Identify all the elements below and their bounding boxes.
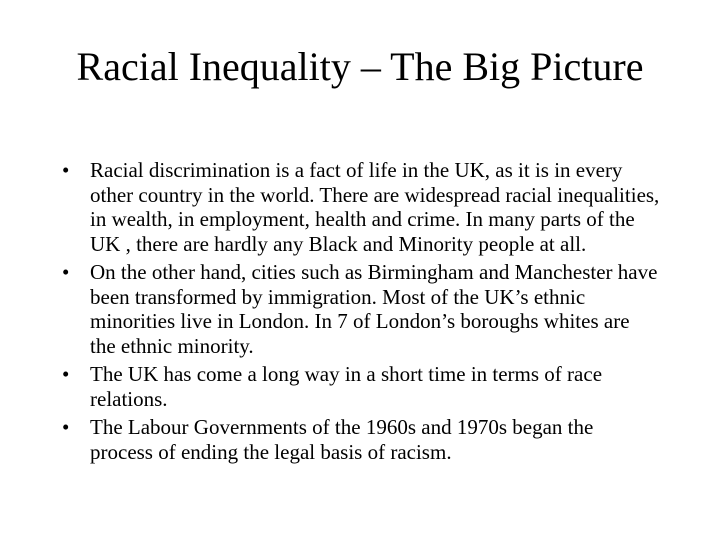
slide-title: Racial Inequality – The Big Picture xyxy=(76,44,644,89)
bullet-item xyxy=(0,415,720,464)
bullet-icon: • xyxy=(62,158,70,182)
bullet-item xyxy=(0,260,720,358)
bullet-item xyxy=(0,158,720,256)
bullet-icon: • xyxy=(62,415,70,439)
bullet-text: The UK has come a long way in a short time in terms of race relations. xyxy=(90,362,603,411)
bullet-list xyxy=(0,158,720,468)
bullet-text: Racial discrimination is a fact of life in the UK, as it is in every other country in the world. There are widespread racial inequalities, in wealth, in employment, health and crime. In many parts of the UK , there are hardly any Black and Minority people at all. xyxy=(90,158,660,256)
bullet-icon: • xyxy=(62,362,70,386)
bullet-text: On the other hand, cities such as Birmingham and Manchester have been transformed by immigration. Most of the UK’s ethnic minorities live in London. In 7 of London’s boroughs whites are the ethnic minority. xyxy=(90,260,658,358)
bullet-text: The Labour Governments of the 1960s and 1970s began the process of ending the legal basis of racism. xyxy=(90,415,594,464)
bullet-item xyxy=(0,362,720,411)
bullet-icon: • xyxy=(62,260,70,284)
